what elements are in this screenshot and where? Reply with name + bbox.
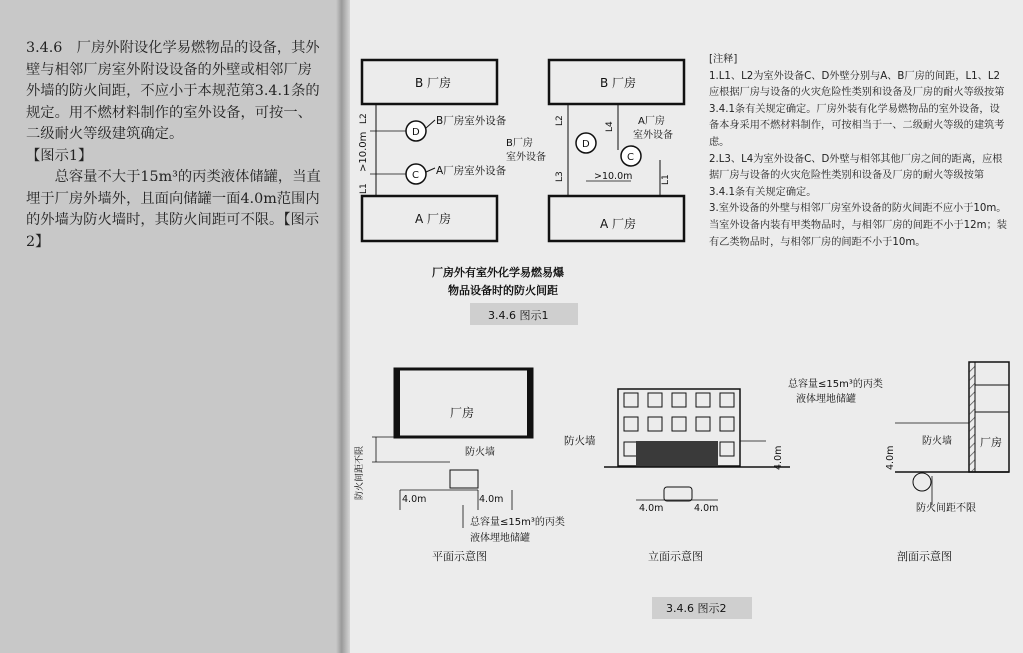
left-b-equipment-label: B厂房室外设备 (436, 115, 507, 127)
section-tank-label-2: 液体埋地储罐 (796, 394, 856, 405)
elev-firewall-label: 防火墙 (564, 435, 596, 447)
plan-4m-right: 4.0m (479, 494, 504, 505)
elev-title: 立面示意图 (648, 550, 703, 563)
note-3: 3.室外设备的外壁与相邻厂房室外设备的防火间距不应小于10m。当室外设备内装有甲类物品时，与相邻厂房的间距不小于12m；装有乙类物品时，与相邻厂房的间距不小于10m。 (709, 203, 1007, 248)
figure2-section-view (788, 362, 1009, 563)
section-room-label: 厂房 (980, 436, 1002, 449)
left-a-equipment-label: A厂房室外设备 (436, 165, 507, 177)
right-l1-label: L1 (661, 174, 671, 185)
plan-title: 平面示意图 (432, 550, 487, 563)
plan-firewall-label: 防火墙 (465, 447, 495, 458)
right-l2-label: L2 (555, 115, 565, 126)
elev-4m-right: 4.0m (694, 503, 719, 514)
right-a-equipment-label-2: 室外设备 (633, 130, 673, 141)
clause-paragraph-2: 总容量不大于15m³的丙类液体储罐，当直埋于厂房外墙外，且面向储罐一面4.0m范围内的外墙为防火墙时，其防火间距可不限。【图示2】 (26, 169, 321, 250)
figure2-plan-view (353, 369, 565, 563)
figure2-caption: 3.4.6 图示2 (666, 602, 727, 615)
plan-4m-left: 4.0m (402, 494, 427, 505)
right-a-equipment-label-1: A厂房 (638, 116, 665, 127)
equipment-d-right-label: D (582, 139, 590, 150)
section-firewall-label: 防火墙 (922, 436, 952, 447)
building-a-right-label: A 厂房 (600, 217, 637, 231)
right-l4-label: L4 (605, 121, 615, 132)
left-l1-label: L1 (359, 183, 369, 194)
plan-room-label: 厂房 (450, 406, 475, 420)
left-l2-label: L2 (359, 113, 369, 124)
equipment-d-left-label: D (412, 127, 420, 138)
plan-tank-label-1: 总容量≤15m³的丙类 (470, 517, 565, 528)
building-b-right-label: B 厂房 (600, 76, 637, 90)
left-10m-label: >10.0m (358, 131, 369, 172)
figure-1-reference: 【图示1】 (26, 147, 93, 164)
section-4m-height: 4.0m (885, 445, 896, 470)
figure1-title-line2: 物品设备时的防火间距 (448, 284, 558, 297)
section-tank-label-1: 总容量≤15m³的丙类 (788, 379, 883, 390)
figure1-title-line1: 厂房外有室外化学易燃易爆 (432, 266, 564, 279)
elev-4m-height: 4.0m (773, 445, 784, 470)
equipment-c-left-label: C (412, 170, 419, 181)
building-b-left-label: B 厂房 (415, 76, 452, 90)
figure1-caption: 3.4.6 图示1 (488, 309, 549, 322)
building-a-left-label: A 厂房 (415, 212, 452, 226)
section-title: 剖面示意图 (897, 550, 952, 563)
elev-firewall-band (636, 441, 718, 467)
figure1-right-diagram (506, 60, 684, 241)
note-2: 2.L3、L4为室外设备C、D外壁与相邻其他厂房之间的距离，应根据厂房与设备的火灾危险性类别和设备及厂房的耐火等级按第3.4.1条有关规定确定。 (709, 153, 1003, 198)
elev-4m-left: 4.0m (639, 503, 664, 514)
clause-paragraph-1: 3.4.6 厂房外附设化学易燃物品的设备，其外壁与相邻厂房室外附设设备的外壁或相邻厂房外墙的防火间距，不应小于本规范第3.4.1条的规定。用不燃材料制作的室外设备，可按一、二级耐火等级建筑确定。 (26, 40, 320, 142)
notes-block (709, 52, 1009, 251)
figure1-left-diagram (358, 60, 507, 241)
right-10m-label: >10.0m (594, 171, 633, 182)
right-b-equipment-label-2: 室外设备 (506, 152, 546, 163)
notes-heading: [注释] (709, 54, 738, 65)
right-b-equipment-label-1: B厂房 (506, 138, 533, 149)
section-unlimited-label: 防火间距不限 (916, 503, 976, 514)
plan-tank-label-2: 液体埋地储罐 (470, 533, 530, 544)
plan-unlimited-label: 防火间距不限 (355, 445, 365, 500)
note-1: 1.L1、L2为室外设备C、D外壁分别与A、B厂房的间距，L1、L2应根据厂房与设备的火灾危险性类别和设备及厂房的耐火等级按第3.4.1条有关规定确定。厂房外装有化学易燃物品的室外设备，设备本身采用不燃材料制作，可按相当于一、二级耐火等级的建筑考虑。 (709, 70, 1005, 148)
figure2-elevation-view (564, 389, 790, 563)
right-l3-label: L3 (555, 171, 565, 182)
equipment-c-right-label: C (627, 152, 634, 163)
